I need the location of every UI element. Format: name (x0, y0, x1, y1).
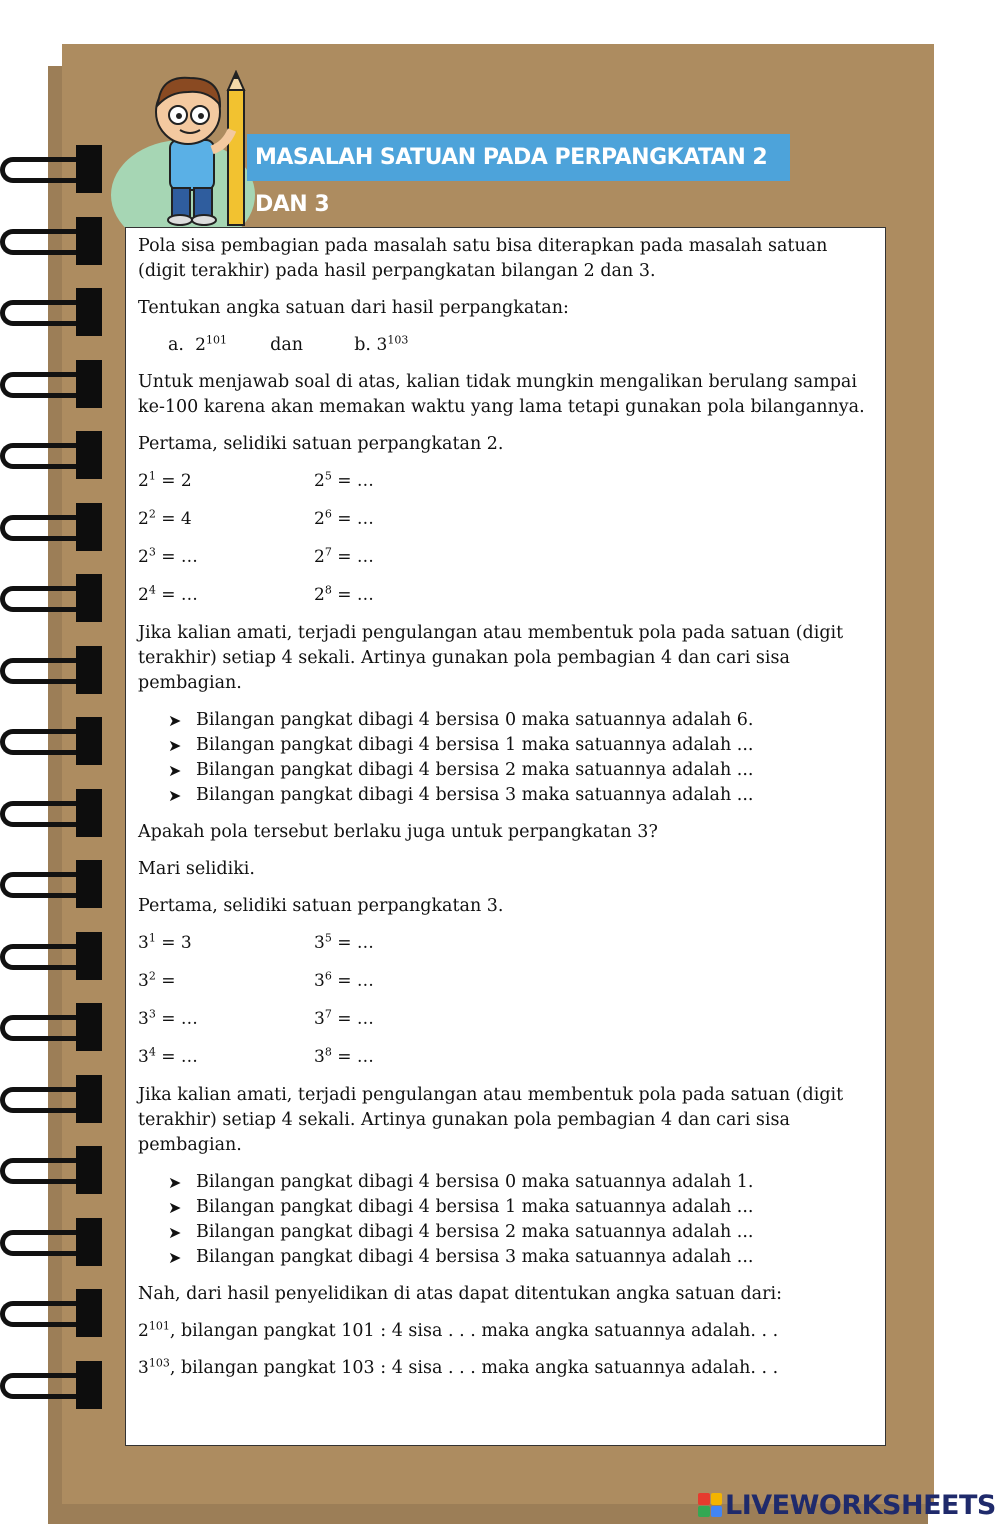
section3-rules-list (138, 1170, 868, 1270)
spiral-ring (0, 717, 104, 767)
power-equation: $2^4$ = … (138, 583, 198, 605)
powers-of-3-table (138, 931, 868, 1070)
spiral-ring (0, 288, 104, 338)
power-equation: $3^2$ = (138, 969, 176, 991)
item-a-power: $2^{101}$ (195, 333, 227, 355)
spiral-ring (0, 360, 104, 410)
liveworksheets-logo-icon (698, 1493, 722, 1517)
power-equation: $3^5$ = … (314, 931, 374, 953)
power-equation: $2^5$ = … (314, 469, 374, 491)
rule-list-item: ➤ Bilangan pangkat dibagi 4 bersisa 2 maka satuannya adalah ... (168, 758, 868, 783)
power-equation: $2^6$ = … (314, 507, 374, 529)
spiral-ring (0, 932, 104, 982)
arrowhead-bullet-icon: ➤ (168, 1248, 182, 1267)
power-equation: $2^1 = 2$ (138, 469, 192, 491)
section3-observation: Jika kalian amati, terjadi pengulangan atau membentuk pola pada satuan (digit terakhir) setiap 4 sekali. Artinya gunakan pola pembagian 4 dan cari sisa pembagian. (138, 1085, 844, 1155)
worksheet-title: MASALAH SATUAN PADA PERPANGKATAN 2 DAN 3 (247, 134, 790, 181)
power-equation: $2^7$ = … (314, 545, 374, 567)
spiral-ring (0, 1289, 104, 1339)
conjunction: dan (270, 335, 304, 355)
task-items (168, 333, 868, 358)
spiral-ring (0, 431, 104, 481)
lets-investigate: Mari selidiki. (138, 859, 255, 879)
arrowhead-bullet-icon: ➤ (168, 1198, 182, 1217)
arrowhead-bullet-icon: ➤ (168, 786, 182, 805)
arrowhead-bullet-icon: ➤ (168, 1173, 182, 1192)
power-equation: $2^8$ = … (314, 583, 374, 605)
rule-list-item: ➤ Bilangan pangkat dibagi 4 bersisa 0 maka satuannya adalah 6. (168, 708, 868, 733)
arrowhead-bullet-icon: ➤ (168, 711, 182, 730)
spiral-ring (0, 646, 104, 696)
spiral-ring (0, 1361, 104, 1411)
worksheet-content (138, 234, 868, 1393)
spiral-ring (0, 860, 104, 910)
hint-paragraph: Untuk menjawab soal di atas, kalian tidak mungkin mengalikan berulang sampai ke-100 karena akan memakan waktu yang lama tetapi gunakan pola bilangannya. (138, 372, 865, 417)
arrowhead-bullet-icon: ➤ (168, 1223, 182, 1242)
rule-list-item: ➤ Bilangan pangkat dibagi 4 bersisa 2 maka satuannya adalah ... (168, 1220, 868, 1245)
arrowhead-bullet-icon: ➤ (168, 736, 182, 755)
powers-of-2-table (138, 469, 868, 608)
section2-rules-list (138, 708, 868, 808)
power-equation: $2^3$ = … (138, 545, 198, 567)
task-instruction: Tentukan angka satuan dari hasil perpangkatan: (138, 298, 569, 318)
section2-heading: Pertama, selidiki satuan perpangkatan 2. (138, 434, 504, 454)
power-equation: $2^2 = 4$ (138, 507, 192, 529)
liveworksheets-logo: LIVEWORKSHEETS (698, 1490, 996, 1520)
item-b-power: $3^{103}$ (376, 333, 409, 355)
worksheet-paper (125, 227, 886, 1446)
power-equation: $3^3$ = … (138, 1007, 198, 1029)
power-equation: $3^8$ = … (314, 1045, 374, 1067)
power-equation: $3^6$ = … (314, 969, 374, 991)
rule-list-item: ➤ Bilangan pangkat dibagi 4 bersisa 1 maka satuannya adalah ... (168, 1195, 868, 1220)
conclusion-paragraph: Nah, dari hasil penyelidikan di atas dapat ditentukan angka satuan dari: (138, 1284, 782, 1304)
section2-observation: Jika kalian amati, terjadi pengulangan atau membentuk pola pada satuan (digit terakhir) setiap 4 sekali. Artinya gunakan pola pembagian 4 dan cari sisa pembagian. (138, 623, 844, 693)
rule-list-item: ➤ Bilangan pangkat dibagi 4 bersisa 3 maka satuannya adalah ... (168, 783, 868, 808)
arrowhead-bullet-icon: ➤ (168, 761, 182, 780)
spiral-ring (0, 574, 104, 624)
section3-heading: Pertama, selidiki satuan perpangkatan 3. (138, 896, 504, 916)
spiral-ring (0, 789, 104, 839)
item-a-label: a. (168, 335, 184, 355)
question-paragraph: Apakah pola tersebut berlaku juga untuk perpangkatan 3? (138, 822, 658, 842)
spiral-ring (0, 1218, 104, 1268)
rule-list-item: ➤ Bilangan pangkat dibagi 4 bersisa 3 maka satuannya adalah ... (168, 1245, 868, 1270)
spiral-ring (0, 503, 104, 553)
rule-list-item: ➤ Bilangan pangkat dibagi 4 bersisa 0 maka satuannya adalah 1. (168, 1170, 868, 1195)
rule-list-item: ➤ Bilangan pangkat dibagi 4 bersisa 1 maka satuannya adalah ... (168, 733, 868, 758)
spiral-ring (0, 1003, 104, 1053)
power-equation: $3^1 = 3$ (138, 931, 192, 953)
intro-paragraph: Pola sisa pembagian pada masalah satu bisa diterapkan pada masalah satuan (digit terakhir) pada hasil perpangkatan bilangan 2 dan 3. (138, 236, 828, 281)
spiral-ring (0, 1146, 104, 1196)
spiral-ring (0, 1075, 104, 1125)
spiral-ring (0, 145, 104, 195)
final-question-2: $3^{103}$, bilangan pangkat 103 : 4 sisa . . . maka angka satuannya adalah. . . (138, 1356, 779, 1378)
power-equation: $3^7$ = … (314, 1007, 374, 1029)
power-equation: $3^4$ = … (138, 1045, 198, 1067)
spiral-ring (0, 217, 104, 267)
final-question-1: $2^{101}$, bilangan pangkat 101 : 4 sisa . . . maka angka satuannya adalah. . . (138, 1319, 779, 1341)
item-b-label: b. (354, 335, 371, 355)
